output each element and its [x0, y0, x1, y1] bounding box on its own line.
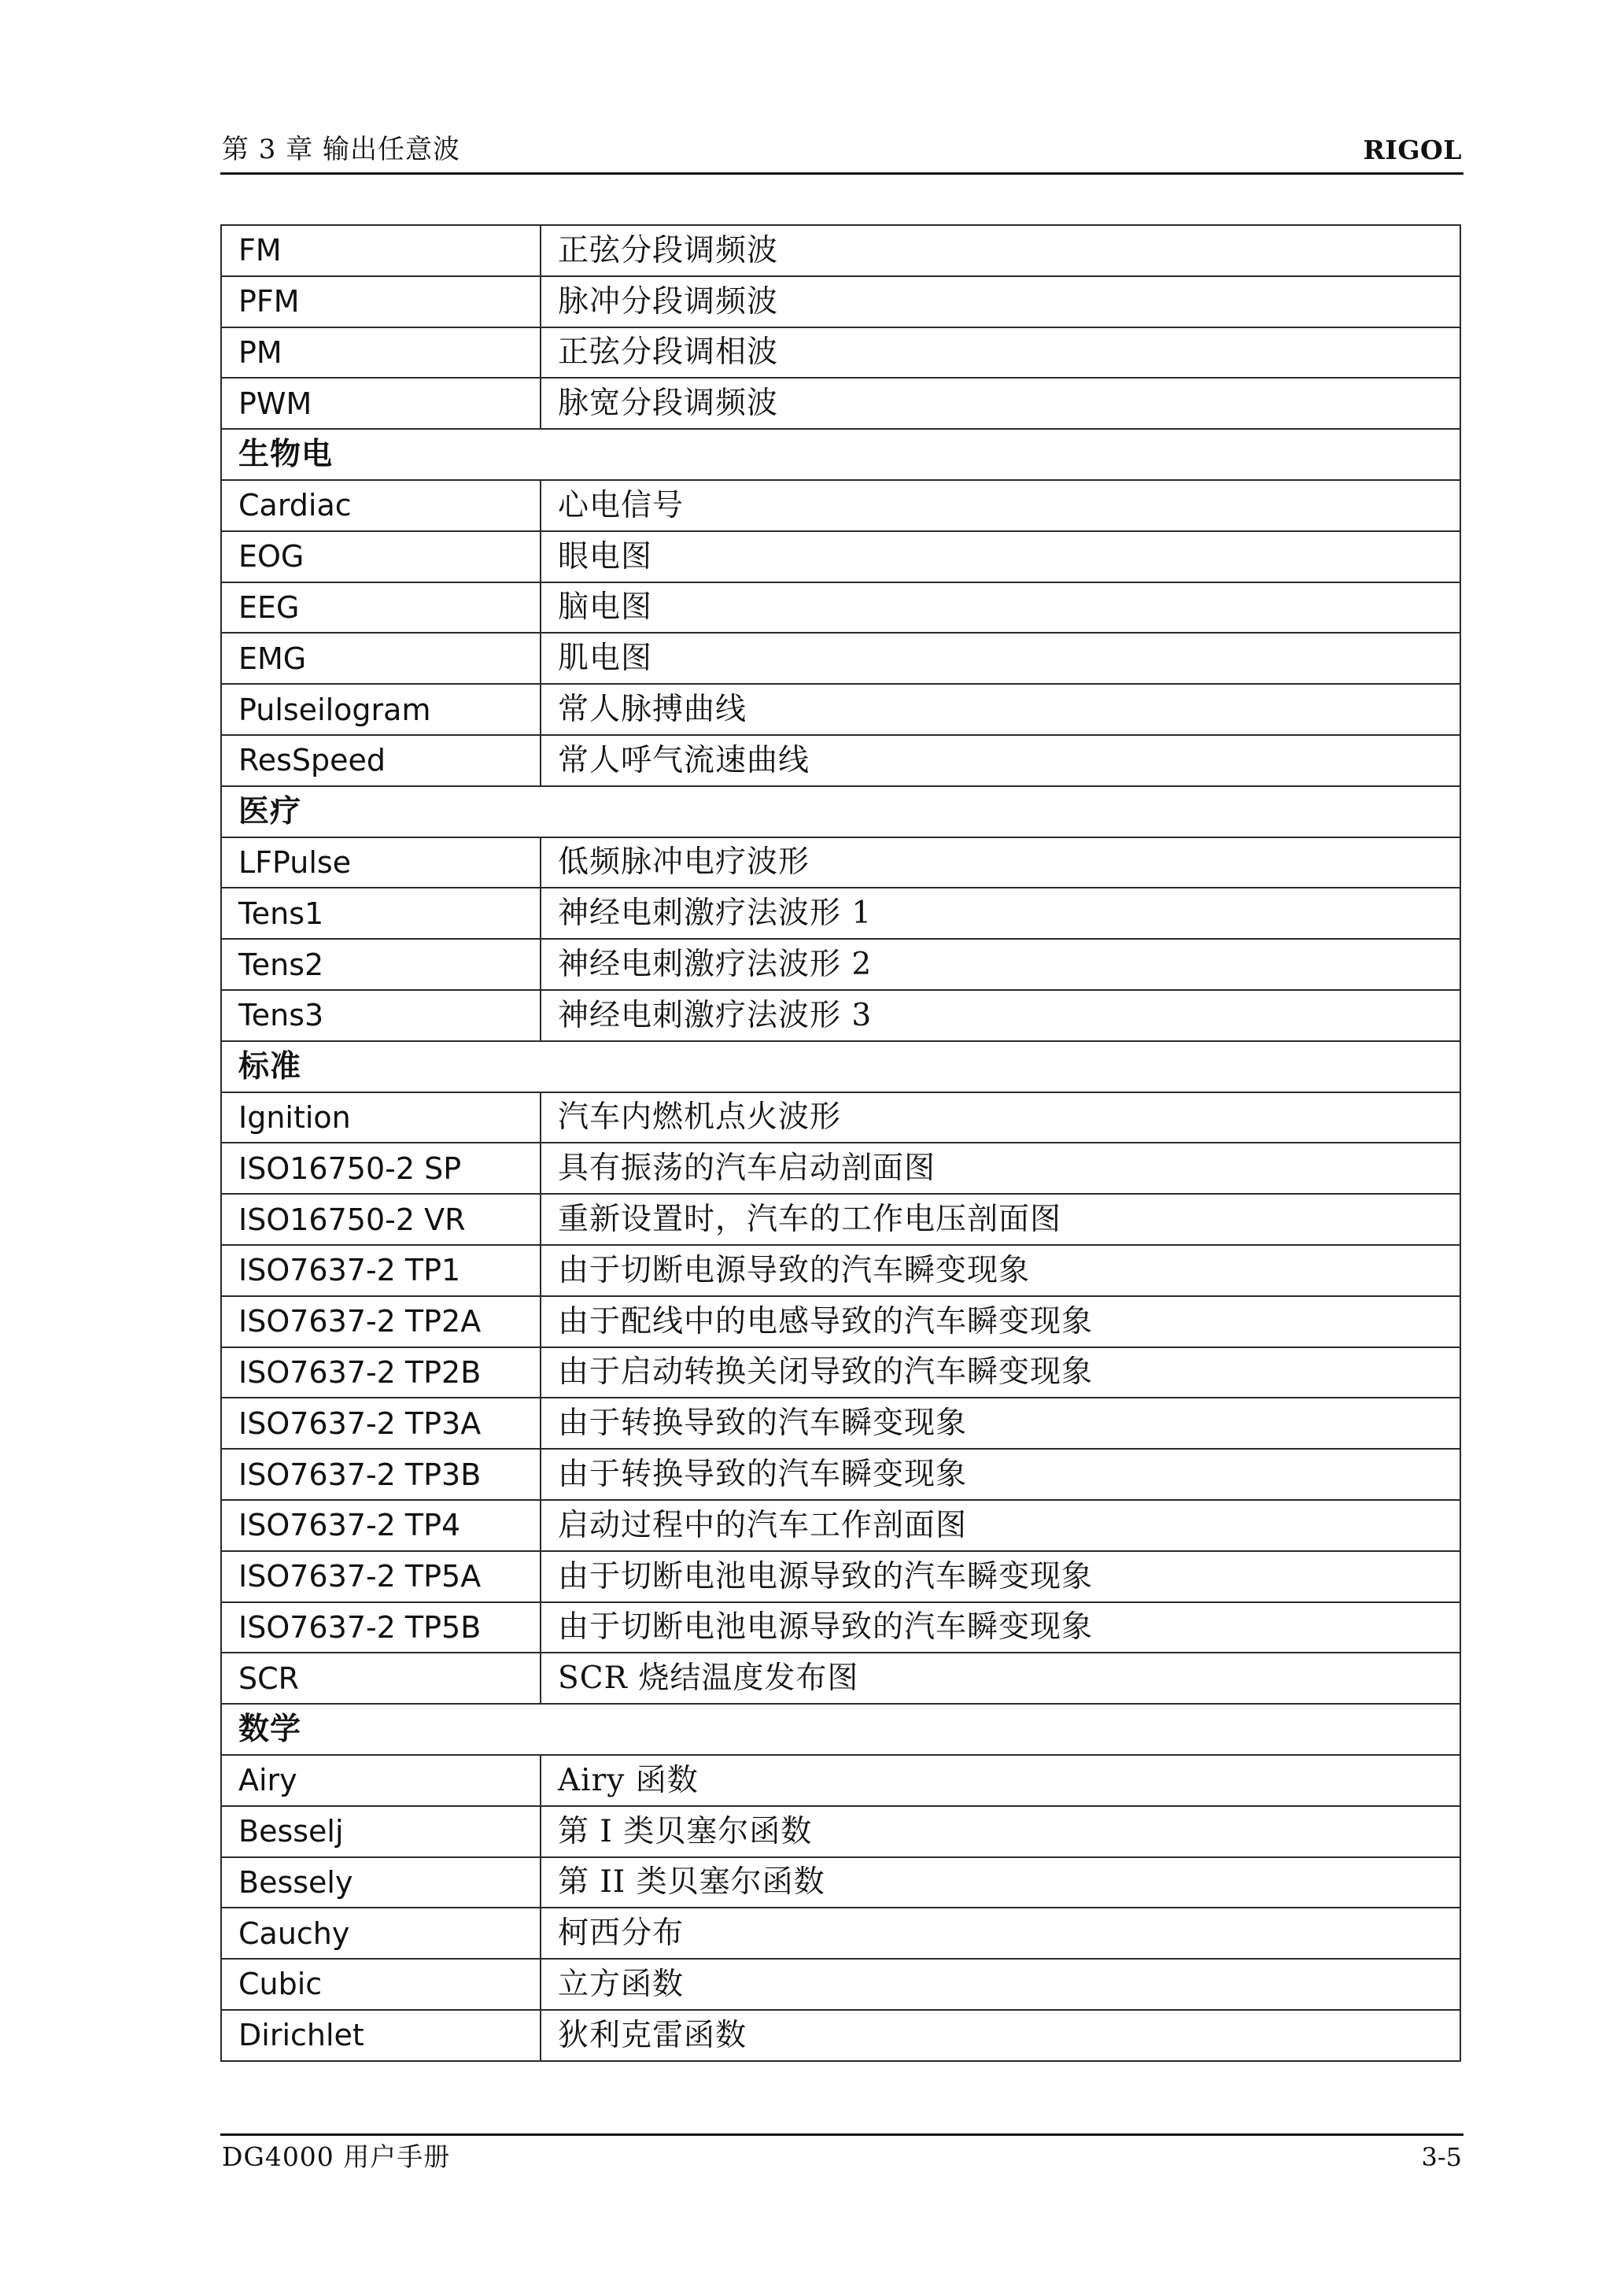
table-row	[221, 1092, 1460, 1143]
waveform-code: SCR	[221, 1653, 541, 1704]
waveform-code: FM	[221, 225, 541, 276]
waveform-code: Tens2	[221, 939, 541, 990]
waveform-code: Airy	[221, 1755, 541, 1806]
waveform-code: ISO7637-2 TP5B	[221, 1602, 541, 1653]
table-row	[221, 531, 1460, 582]
table-row	[221, 939, 1460, 990]
waveform-code: ISO7637-2 TP2B	[221, 1347, 541, 1398]
table-row	[221, 1908, 1460, 1959]
waveform-code: ISO7637-2 TP2A	[221, 1296, 541, 1347]
waveform-code: ISO7637-2 TP4	[221, 1500, 541, 1551]
waveform-code: PWM	[221, 378, 541, 429]
table-row	[221, 735, 1460, 786]
waveform-description: 由于转换导致的汽车瞬变现象	[541, 1398, 1460, 1449]
table-row	[221, 1551, 1460, 1602]
waveform-description: 肌电图	[541, 633, 1460, 684]
waveform-code: Ignition	[221, 1092, 541, 1143]
table-row	[221, 1296, 1460, 1347]
table-row	[221, 1653, 1460, 1704]
table-row	[221, 225, 1460, 276]
brand-name: RIGOL	[1363, 135, 1462, 165]
waveform-description: 重新设置时，汽车的工作电压剖面图	[541, 1194, 1460, 1245]
waveform-table-wrapper	[220, 224, 1460, 2059]
table-row	[221, 1857, 1460, 1908]
section-title: 医疗	[221, 786, 1460, 837]
chapter-title: 第 3 章 输出任意波	[222, 134, 461, 165]
page-header	[222, 134, 1462, 176]
section-row	[221, 1704, 1460, 1755]
waveform-code: Bessely	[221, 1857, 541, 1908]
table-row	[221, 1347, 1460, 1398]
waveform-code: Tens1	[221, 888, 541, 939]
waveform-code: Tens3	[221, 990, 541, 1041]
waveform-description: 正弦分段调相波	[541, 327, 1460, 379]
table-row	[221, 1959, 1460, 2010]
waveform-description: 第 II 类贝塞尔函数	[541, 1857, 1460, 1908]
waveform-description: Airy 函数	[541, 1755, 1460, 1806]
waveform-table-body	[221, 225, 1460, 2061]
waveform-description: 由于转换导致的汽车瞬变现象	[541, 1449, 1460, 1500]
section-row	[221, 786, 1460, 837]
table-row	[221, 1500, 1460, 1551]
section-row	[221, 1041, 1460, 1092]
waveform-description: 脉宽分段调频波	[541, 378, 1460, 429]
waveform-code: ISO7637-2 TP3B	[221, 1449, 541, 1500]
waveform-code: EOG	[221, 531, 541, 582]
table-row	[221, 837, 1460, 888]
waveform-code: ISO7637-2 TP5A	[221, 1551, 541, 1602]
table-row	[221, 1806, 1460, 1857]
footer-divider	[220, 2133, 1463, 2136]
waveform-description: 由于切断电池电源导致的汽车瞬变现象	[541, 1551, 1460, 1602]
table-row	[221, 1398, 1460, 1449]
waveform-code: ISO16750-2 SP	[221, 1143, 541, 1194]
table-row	[221, 1143, 1460, 1194]
waveform-description: 第 I 类贝塞尔函数	[541, 1806, 1460, 1857]
table-row	[221, 888, 1460, 939]
waveform-code: LFPulse	[221, 837, 541, 888]
page-footer	[222, 2141, 1462, 2181]
waveform-description: 脉冲分段调频波	[541, 276, 1460, 327]
waveform-code: PFM	[221, 276, 541, 327]
section-title: 数学	[221, 1704, 1460, 1755]
waveform-description: 具有振荡的汽车启动剖面图	[541, 1143, 1460, 1194]
waveform-table	[220, 224, 1461, 2062]
waveform-description: 狄利克雷函数	[541, 2010, 1460, 2061]
waveform-description: 立方函数	[541, 1959, 1460, 2010]
waveform-description: 常人脉搏曲线	[541, 684, 1460, 735]
waveform-description: 神经电刺激疗法波形 1	[541, 888, 1460, 939]
table-row	[221, 2010, 1460, 2061]
waveform-code: Pulseilogram	[221, 684, 541, 735]
section-title: 生物电	[221, 429, 1460, 480]
manual-title: DG4000 用户手册	[222, 2141, 451, 2172]
table-row	[221, 1194, 1460, 1245]
waveform-description: 由于配线中的电感导致的汽车瞬变现象	[541, 1296, 1460, 1347]
waveform-description: 由于切断电池电源导致的汽车瞬变现象	[541, 1602, 1460, 1653]
waveform-code: EEG	[221, 582, 541, 634]
table-row	[221, 1245, 1460, 1296]
table-row	[221, 1755, 1460, 1806]
table-row	[221, 684, 1460, 735]
table-row	[221, 327, 1460, 379]
table-row	[221, 990, 1460, 1041]
table-row	[221, 276, 1460, 327]
page-number: 3-5	[1421, 2142, 1462, 2172]
waveform-description: 由于启动转换关闭导致的汽车瞬变现象	[541, 1347, 1460, 1398]
waveform-description: 柯西分布	[541, 1908, 1460, 1959]
waveform-code: ISO7637-2 TP1	[221, 1245, 541, 1296]
waveform-code: ResSpeed	[221, 735, 541, 786]
table-row	[221, 378, 1460, 429]
waveform-description: 心电信号	[541, 480, 1460, 531]
header-divider	[220, 172, 1463, 175]
waveform-description: SCR 烧结温度发布图	[541, 1653, 1460, 1704]
section-title: 标准	[221, 1041, 1460, 1092]
waveform-description: 启动过程中的汽车工作剖面图	[541, 1500, 1460, 1551]
waveform-description: 眼电图	[541, 531, 1460, 582]
waveform-code: EMG	[221, 633, 541, 684]
section-row	[221, 429, 1460, 480]
table-row	[221, 1449, 1460, 1500]
waveform-code: Cubic	[221, 1959, 541, 2010]
table-row	[221, 1602, 1460, 1653]
waveform-code: ISO7637-2 TP3A	[221, 1398, 541, 1449]
waveform-description: 常人呼气流速曲线	[541, 735, 1460, 786]
waveform-description: 神经电刺激疗法波形 3	[541, 990, 1460, 1041]
waveform-description: 汽车内燃机点火波形	[541, 1092, 1460, 1143]
waveform-description: 脑电图	[541, 582, 1460, 634]
waveform-code: ISO16750-2 VR	[221, 1194, 541, 1245]
waveform-code: Besselj	[221, 1806, 541, 1857]
waveform-code: PM	[221, 327, 541, 379]
waveform-description: 神经电刺激疗法波形 2	[541, 939, 1460, 990]
table-row	[221, 633, 1460, 684]
table-row	[221, 480, 1460, 531]
waveform-code: Cardiac	[221, 480, 541, 531]
waveform-code: Dirichlet	[221, 2010, 541, 2061]
waveform-description: 正弦分段调频波	[541, 225, 1460, 276]
waveform-description: 由于切断电源导致的汽车瞬变现象	[541, 1245, 1460, 1296]
waveform-description: 低频脉冲电疗波形	[541, 837, 1460, 888]
waveform-code: Cauchy	[221, 1908, 541, 1959]
table-row	[221, 582, 1460, 634]
